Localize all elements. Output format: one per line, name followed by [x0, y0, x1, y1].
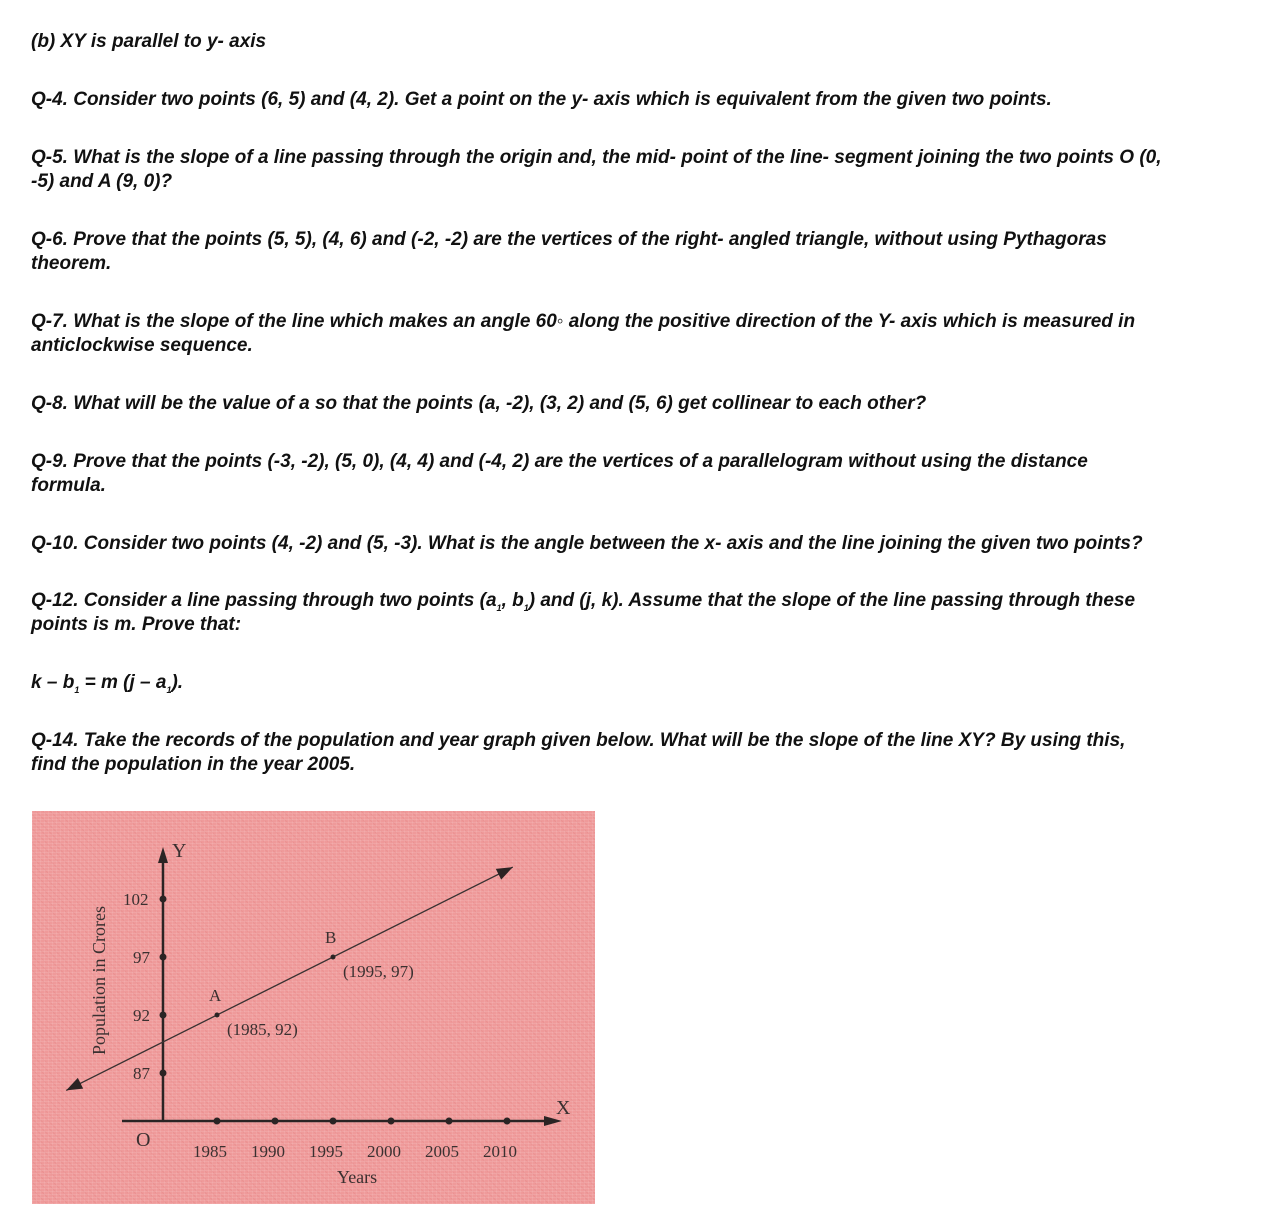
x-tick-1985 [214, 1118, 221, 1125]
y-axis-letter: Y [172, 840, 187, 862]
question-7: Q-7. What is the slope of the line which makes an angle 60◦ along the positive direction of the Y- axis which is measured in anticlockwise sequence. [31, 311, 1136, 356]
y-tick-92 [160, 1012, 167, 1019]
question-6: Q-6. Prove that the points (5, 5), (4, 6) and (-2, -2) are the vertices of the right- angled triangle, without using Pythagoras theorem. [31, 229, 1107, 274]
origin-label: O [136, 1129, 151, 1151]
point-name-A: A [209, 986, 222, 1005]
part-b-line: (b) XY is parallel to y- axis [31, 31, 267, 52]
point-A [215, 1013, 220, 1018]
x-tick-2000 [388, 1118, 395, 1125]
x-tick-1990 [272, 1118, 279, 1125]
point-name-B: B [325, 928, 337, 947]
population-chart-svg [32, 811, 595, 1204]
x-tick-label-2005: 2005 [425, 1142, 459, 1161]
x-tick-label-2010: 2010 [483, 1142, 517, 1161]
line-arrow-end [496, 867, 513, 880]
x-tick-2010 [504, 1118, 511, 1125]
y-tick-label-92: 92 [133, 1006, 150, 1025]
question-12: Q-12. Consider a line passing through two points ($a_1$, $b_1$) and (j, k). Assume that the slope of the line passing through these points is m. Prove that: [31, 590, 1136, 635]
line-arrow-start [66, 1078, 83, 1091]
x-tick-2005 [446, 1118, 453, 1125]
question-4: Q-4. Consider two points (6, 5) and (4, 2). Get a point on the y- axis which is equivalent from the given two points. [31, 89, 1052, 110]
y-axis-arrow [158, 847, 168, 863]
y-tick-102 [160, 896, 167, 903]
x-axis-title: Years [337, 1167, 378, 1187]
point-coord-A: (1985, 92) [227, 1020, 298, 1039]
question-10: Q-10. Consider two points (4, -2) and (5, -3). What is the angle between the x- axis and the line joining the given two points? [31, 533, 1143, 554]
x-tick-label-2000: 2000 [367, 1142, 401, 1161]
x-tick-1995 [330, 1118, 337, 1125]
x-tick-label-1985: 1985 [193, 1142, 227, 1161]
question-5: Q-5. What is the slope of a line passing through the origin and, the mid- point of the line- segment joining the two points O (0, -5) and A (9, 0)? [31, 147, 1162, 192]
question-8: Q-8. What will be the value of a so that the points (a, -2), (3, 2) and (5, 6) get collinear to each other? [31, 393, 927, 414]
question-14: Q-14. Take the records of the population and year graph given below. What will be the slope of the line XY? By using this, find the population in the year 2005. [31, 730, 1126, 775]
population-graph [32, 811, 595, 1204]
x-tick-label-1995: 1995 [309, 1142, 343, 1161]
x-axis-letter: X [556, 1097, 571, 1119]
equation: $k - b_1 = m$ $(j - a_1)$. [31, 672, 184, 695]
x-tick-label-1990: 1990 [251, 1142, 285, 1161]
y-tick-97 [160, 954, 167, 961]
question-9: Q-9. Prove that the points (-3, -2), (5, 0), (4, 4) and (-4, 2) are the vertices of a parallelogram without using the distance formula. [31, 451, 1088, 496]
y-tick-87 [160, 1070, 167, 1077]
y-axis-title: Population in Crores [89, 906, 109, 1055]
point-coord-B: (1995, 97) [343, 962, 414, 981]
point-B [331, 955, 336, 960]
y-tick-label-97: 97 [133, 948, 150, 967]
y-tick-label-102: 102 [123, 890, 149, 909]
y-tick-label-87: 87 [133, 1064, 150, 1083]
